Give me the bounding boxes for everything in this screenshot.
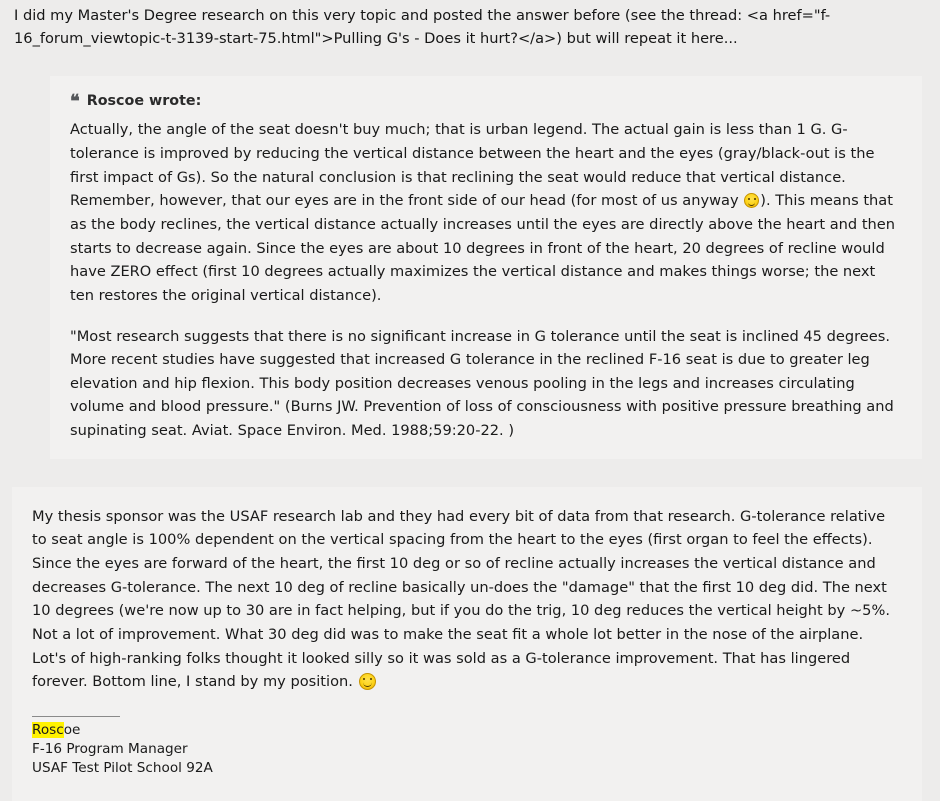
signature-divider (32, 716, 120, 717)
signature-school: USAF Test Pilot School 92A (32, 760, 213, 777)
smiley-face-icon (359, 673, 376, 690)
signature-name-highlight: Rosc (32, 721, 64, 738)
signature-block (32, 716, 900, 779)
reply-text: My thesis sponsor was the USAF research lab and they had every bit of data from that research. G-tolerance relative to seat angle is 100% dependent on the vertical spacing from the heart to the eyes (first organ to feel the effects). Since the eyes are forward of the heart, the first 10 deg or so of recline actually increases the vertical distance and decreases G-tolerance. The next 10 deg of recline basically un-does the "damage" that the first 10 deg did. The next 10 degrees (we're now up to 30 are in fact helping, but if you do the trig, 10 deg reduces the vertical height by ~5%. Not a lot of improvement. What 30 deg did was to make the seat fit a whole lot better in the nose of the airplane. Lot's of high-ranking folks thought it looked silly so it was sold as a G-tolerance improvement. That has lingered forever. Bottom line, I stand by my position. (32, 507, 890, 691)
reply-block (0, 487, 940, 801)
quote-paragraph-2: "Most research suggests that there is no significant increase in G tolerance until the seat is inclined 45 degrees. More recent studies have suggested that increased G tolerance in the reclined F-16 seat is due to greater leg elevation and hip flexion. This body position decreases venous pooling in the legs and increases circulating volume and blood pressure." (Burns JW. Prevention of loss of consciousness with positive pressure breathing and supinating seat. Aviat. Space Environ. Med. 1988;59:20-22. ) (70, 327, 894, 440)
signature-name (32, 721, 900, 740)
quote-paragraph-1-part-b: ). This means that as the body reclines, the vertical distance actually increases until the eyes are directly above the heart and then starts to decrease again. Since the eyes are about 10 degrees in front of the heart, 20 degrees of recline would have ZERO effect (first 10 degrees actually maximizes the vertical distance and makes things worse; the next ten restores the original vertical distance). (70, 192, 896, 304)
quote-header (70, 90, 902, 113)
intro-text-before: I did my Master's Degree research on this very topic and posted the answer before (see the thread: (14, 7, 747, 24)
signature-name-rest: oe (63, 721, 81, 738)
quote-paragraph-1-part-a: Actually, the angle of the seat doesn't buy much; that is urban legend. The actual gain is less than 1 G. G-tolerance is improved by reducing the vertical distance between the heart and the eyes (gray/black-out is the first impact of Gs). So the natural conclusion is that reclining the seat would reduce that vertical distance. Remember, however, that our eyes are in the front side of our head (for most of us anyway (70, 121, 875, 210)
quote-box (50, 76, 922, 458)
quote-paragraph-1 (70, 118, 902, 307)
intro-raw-link-markup: <a href="f-16_forum_viewtopic-t-3139-start-75.html">Pulling G's - Does it hurt?</a> (14, 7, 831, 47)
signature-title: F-16 Program Manager (32, 741, 188, 758)
intro-text-after: ) but will repeat it here... (556, 29, 738, 47)
smiley-face-icon (744, 193, 759, 208)
quote-mark-icon: ❝ (70, 91, 80, 113)
reply-paragraph (32, 505, 900, 694)
post-intro-paragraph (0, 0, 940, 50)
reply-box (12, 487, 922, 801)
quote-author-label: Roscoe wrote: (86, 93, 202, 110)
quote-block (0, 76, 940, 458)
